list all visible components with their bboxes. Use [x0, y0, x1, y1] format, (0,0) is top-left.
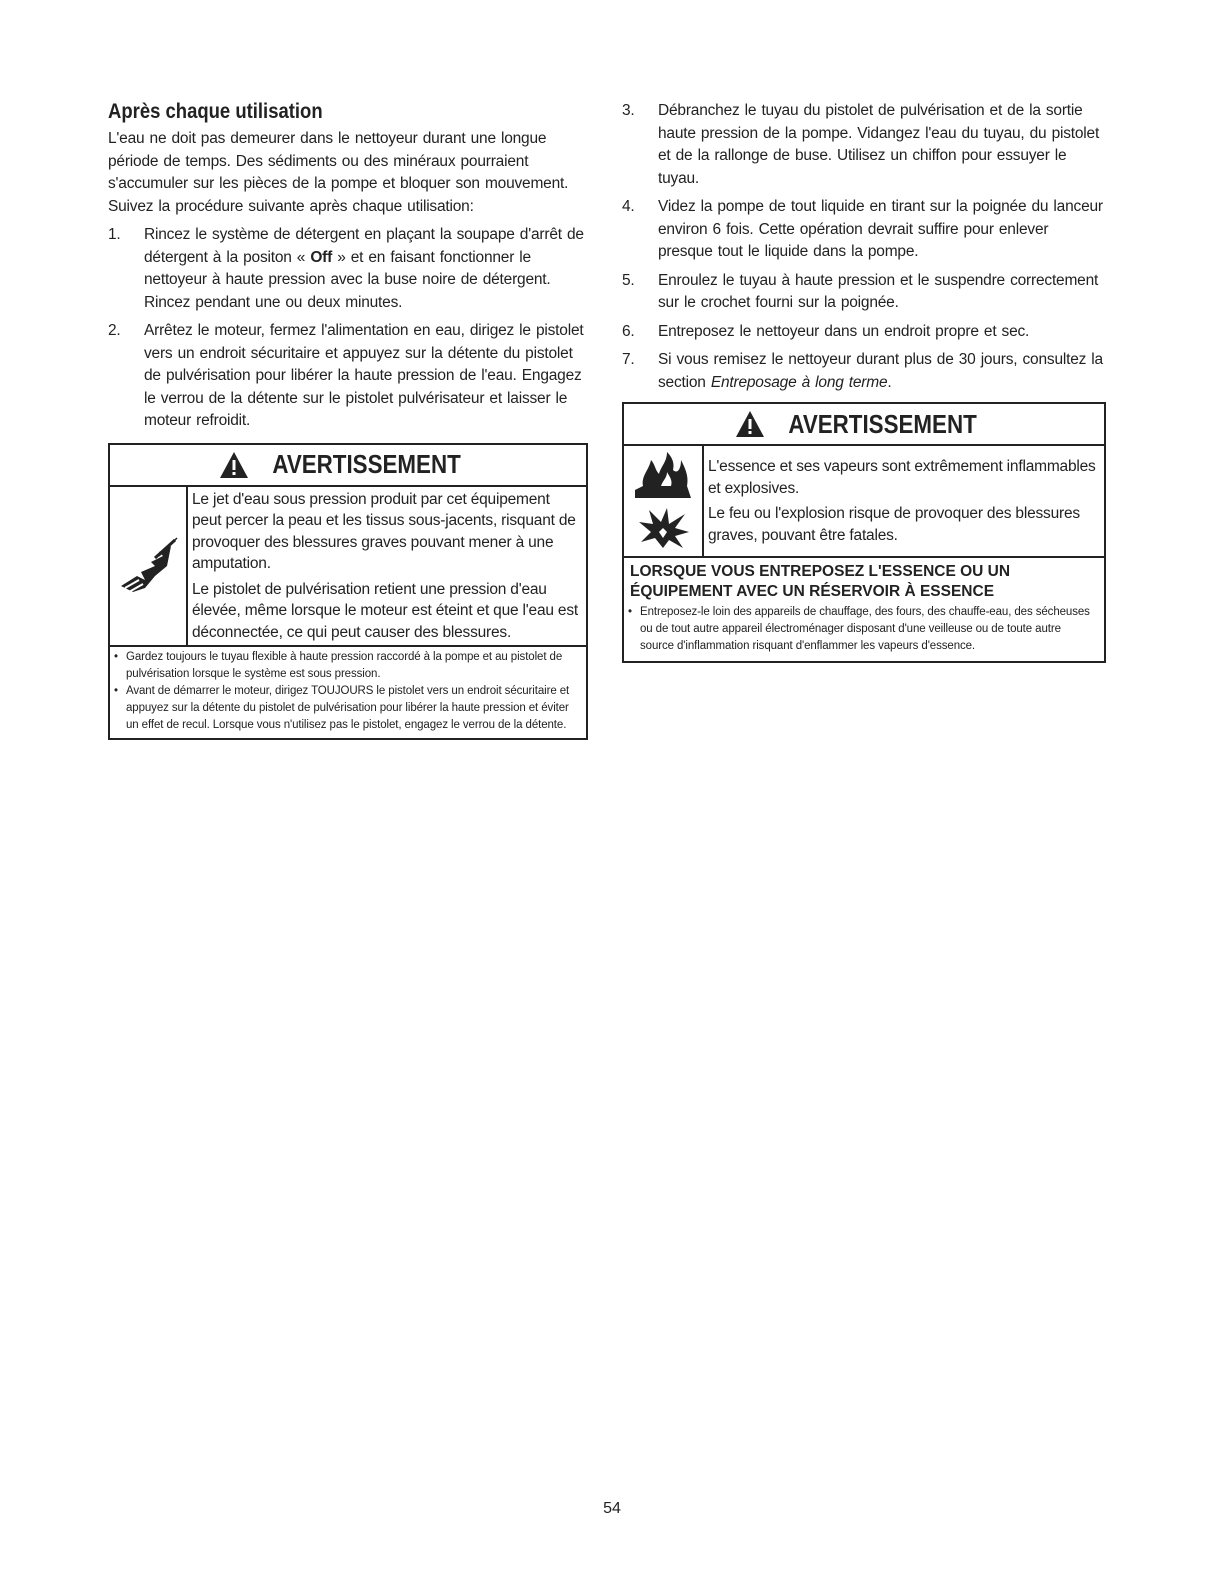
right-column [622, 100, 1106, 663]
warning-heading: AVERTISSEMENT [788, 408, 978, 439]
step-4: 4. Videz la pompe de tout liquide en tirant sur la poignée du lanceur environ 6 fois. Cette opération devrait suffire pour enlever presque tout le liquide dans la pompe. [622, 198, 1103, 260]
warning-text-2: Le pistolet de pulvérisation retient une pression d'eau élevée, même lorsque le moteur est éteint et que l'eau est déconnectée, ce qui peut causer des blessures. [192, 580, 578, 641]
warning-text [188, 487, 586, 646]
warning-body [624, 446, 1104, 558]
section-title: Après chaque utilisation [108, 100, 323, 123]
steps-list-left [108, 224, 588, 433]
warning-triangle-icon [735, 410, 765, 438]
warning-heading: AVERTISSEMENT [272, 449, 462, 479]
warning-box-fuel [622, 402, 1106, 663]
step-5: 5. Enroulez le tuyau à haute pression et le suspendre correctement sur le crochet fourni sur la poignée. [622, 271, 1099, 311]
step-6: 6. Entreposez le nettoyeur dans un endroit propre et sec. [622, 322, 1030, 340]
warning-bullets [110, 647, 586, 738]
step-2: 2. Arrêtez le moteur, fermez l'alimentation en eau, dirigez le pistolet vers un endroit sécuritaire et appuyez sur la détente du pistolet de pulvérisation pour libérer la haute pression de l'eau. Engagez le verrou de la détente sur le pistolet pulvérisateur et laisser le moteur refroidit. [108, 322, 584, 429]
injection-hazard-icon [110, 487, 188, 646]
warning-header [110, 445, 586, 487]
fire-hazard-icon [631, 450, 695, 500]
list-item: • Gardez toujours le tuyau flexible à haute pression raccordé à la pompe et au pistolet de pulvérisation lorsque le système est sous pression. [112, 649, 578, 683]
steps-list-right [622, 100, 1106, 394]
step-7: 7. Si vous remisez le nettoyeur durant plus de 30 jours, consultez la section Entreposage à long terme. [622, 351, 1103, 391]
warning-box-injection [108, 443, 588, 741]
warning-header [624, 404, 1104, 446]
explosion-hazard-icon [635, 508, 691, 552]
left-column [108, 100, 588, 740]
warning-body [110, 487, 586, 648]
step-1: 1. Rincez le système de détergent en plaçant la soupape d'arrêt de détergent à la positon « Off » et en faisant fonctionner le nettoyeur à haute pression avec la buse noire de détergent. Rincez pendant une ou deux minutes. [108, 226, 584, 311]
warning-text-2: Le feu ou l'explosion risque de provoquer des blessures graves, pouvant être fatales. [708, 505, 1080, 544]
list-item: • Avant de démarrer le moteur, dirigez TOUJOURS le pistolet vers un endroit sécuritaire et appuyez sur la détente du pistolet de pulvérisation pour libérer la haute pression et éviter un effet de recul. Lorsque vous n'utilisez pas le pistolet, engagez le verrou de la détente. [112, 683, 578, 734]
warning-triangle-icon [219, 451, 249, 479]
warning-text-1: L'essence et ses vapeurs sont extrêmement inflammables et explosives. [708, 458, 1096, 497]
warning-bullets [624, 604, 1104, 661]
page-number: 54 [603, 1500, 621, 1517]
hazard-icons [624, 446, 704, 556]
warning-text [704, 446, 1104, 556]
step-3: 3. Débranchez le tuyau du pistolet de pulvérisation et de la sortie haute pression de la pompe. Vidangez l'eau du tuyau, du pistolet et de la rallonge de buse. Utilisez un chiffon pour essuyer le tuyau. [622, 102, 1100, 187]
storage-subheading: LORSQUE VOUS ENTREPOSEZ L'ESSENCE OU UN ÉQUIPEMENT AVEC UN RÉSERVOIR À ESSENCE [630, 563, 1011, 600]
list-item: • Entreposez-le loin des appareils de chauffage, des fours, des chauffe-eau, des sécheuses ou de tout autre appareil électroménager disposant d'une veilleuse ou de toute autre source d'inflammation risquant d'enflammer les vapeurs d'essence. [626, 604, 1096, 655]
intro-paragraph: L'eau ne doit pas demeurer dans le nettoyeur durant une longue période de temps. Des sédiments ou des minéraux pourraient s'accumuler sur les pièces de la pompe et bloquer son mouvement. Suivez la procédure suivante après chaque utilisation: [108, 130, 569, 215]
warning-text-1: Le jet d'eau sous pression produit par cet équipement peut percer la peau et les tissus sous-jacents, risquant de provoquer des blessures graves pouvant mener à une amputation. [192, 490, 576, 572]
